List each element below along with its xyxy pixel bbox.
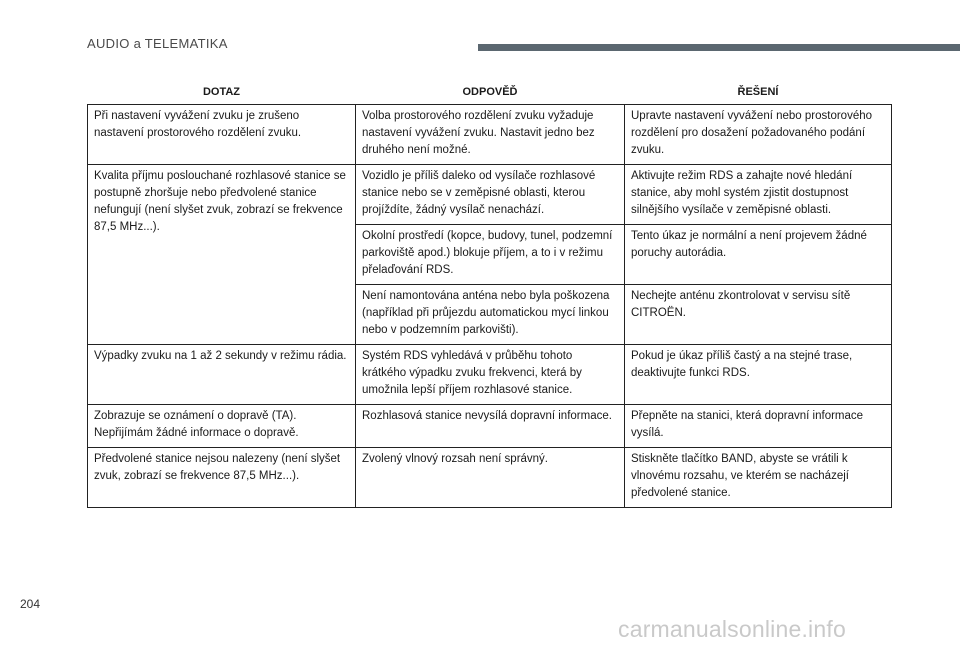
table-header-row [88, 80, 892, 105]
solution-cell: Aktivujte režim RDS a zahajte nové hledání stanice, aby mohl systém zjistit dostupnost silnějšího vysílače v zeměpisné oblasti. [625, 165, 892, 225]
header-solution: ŘEŠENÍ [625, 80, 892, 105]
solution-cell: Pokud je úkaz příliš častý a na stejné trase, deaktivujte funkci RDS. [625, 345, 892, 405]
question-cell: Při nastavení vyvážení zvuku je zrušeno nastavení prostorového rozdělení zvuku. [88, 105, 356, 165]
question-cell: Zobrazuje se oznámení o dopravě (TA). Nepřijímám žádné informace o dopravě. [88, 405, 356, 448]
answer-cell: Volba prostorového rozdělení zvuku vyžaduje nastavení vyvážení zvuku. Nastavit jedno bez druhého není možné. [356, 105, 625, 165]
answer-cell: Není namontována anténa nebo byla poškozena (například při průjezdu automatickou mycí linkou nebo v podzemním parkovišti). [356, 285, 625, 345]
solution-cell: Přepněte na stanici, která dopravní informace vysílá. [625, 405, 892, 448]
faq-table [87, 80, 892, 508]
question-cell: Předvolené stanice nejsou nalezeny (není slyšet zvuk, zobrazí se frekvence 87,5 MHz...). [88, 448, 356, 508]
page-number: 204 [20, 597, 41, 611]
answer-cell: Zvolený vlnový rozsah není správný. [356, 448, 625, 508]
table-row [88, 165, 892, 225]
answer-cell: Rozhlasová stanice nevysílá dopravní informace. [356, 405, 625, 448]
answer-cell: Okolní prostředí (kopce, budovy, tunel, podzemní parkoviště apod.) blokuje příjem, a to i v režimu přelaďování RDS. [356, 225, 625, 285]
answer-cell: Vozidlo je příliš daleko od vysílače rozhlasové stanice nebo se v zeměpisné oblasti, kterou projíždíte, žádný vysílač nenachází. [356, 165, 625, 225]
solution-cell: Upravte nastavení vyvážení nebo prostorového rozdělení pro dosažení požadovaného podání zvuku. [625, 105, 892, 165]
header-bar [478, 44, 960, 51]
solution-cell: Nechejte anténu zkontrolovat v servisu sítě CITROËN. [625, 285, 892, 345]
table-row [88, 105, 892, 165]
header-answer: ODPOVĚĎ [356, 80, 625, 105]
table-row [88, 448, 892, 508]
table-row [88, 405, 892, 448]
solution-cell: Tento úkaz je normální a není projevem žádné poruchy autorádia. [625, 225, 892, 285]
question-cell: Kvalita příjmu poslouchané rozhlasové stanice se postupně zhoršuje nebo předvolené stanice nefungují (není slyšet zvuk, zobrazí se frekvence 87,5 MHz...). [88, 165, 356, 345]
section-title: AUDIO a TELEMATIKA [87, 36, 228, 51]
table-row [88, 345, 892, 405]
watermark: carmanualsonline.info [618, 616, 846, 642]
answer-cell: Systém RDS vyhledává v průběhu tohoto krátkého výpadku zvuku frekvenci, která by umožnila lepší příjem rozhlasové stanice. [356, 345, 625, 405]
question-cell: Výpadky zvuku na 1 až 2 sekundy v režimu rádia. [88, 345, 356, 405]
header-question: DOTAZ [88, 80, 356, 105]
solution-cell: Stiskněte tlačítko BAND, abyste se vrátili k vlnovému rozsahu, ve kterém se nacházejí předvolené stanice. [625, 448, 892, 508]
